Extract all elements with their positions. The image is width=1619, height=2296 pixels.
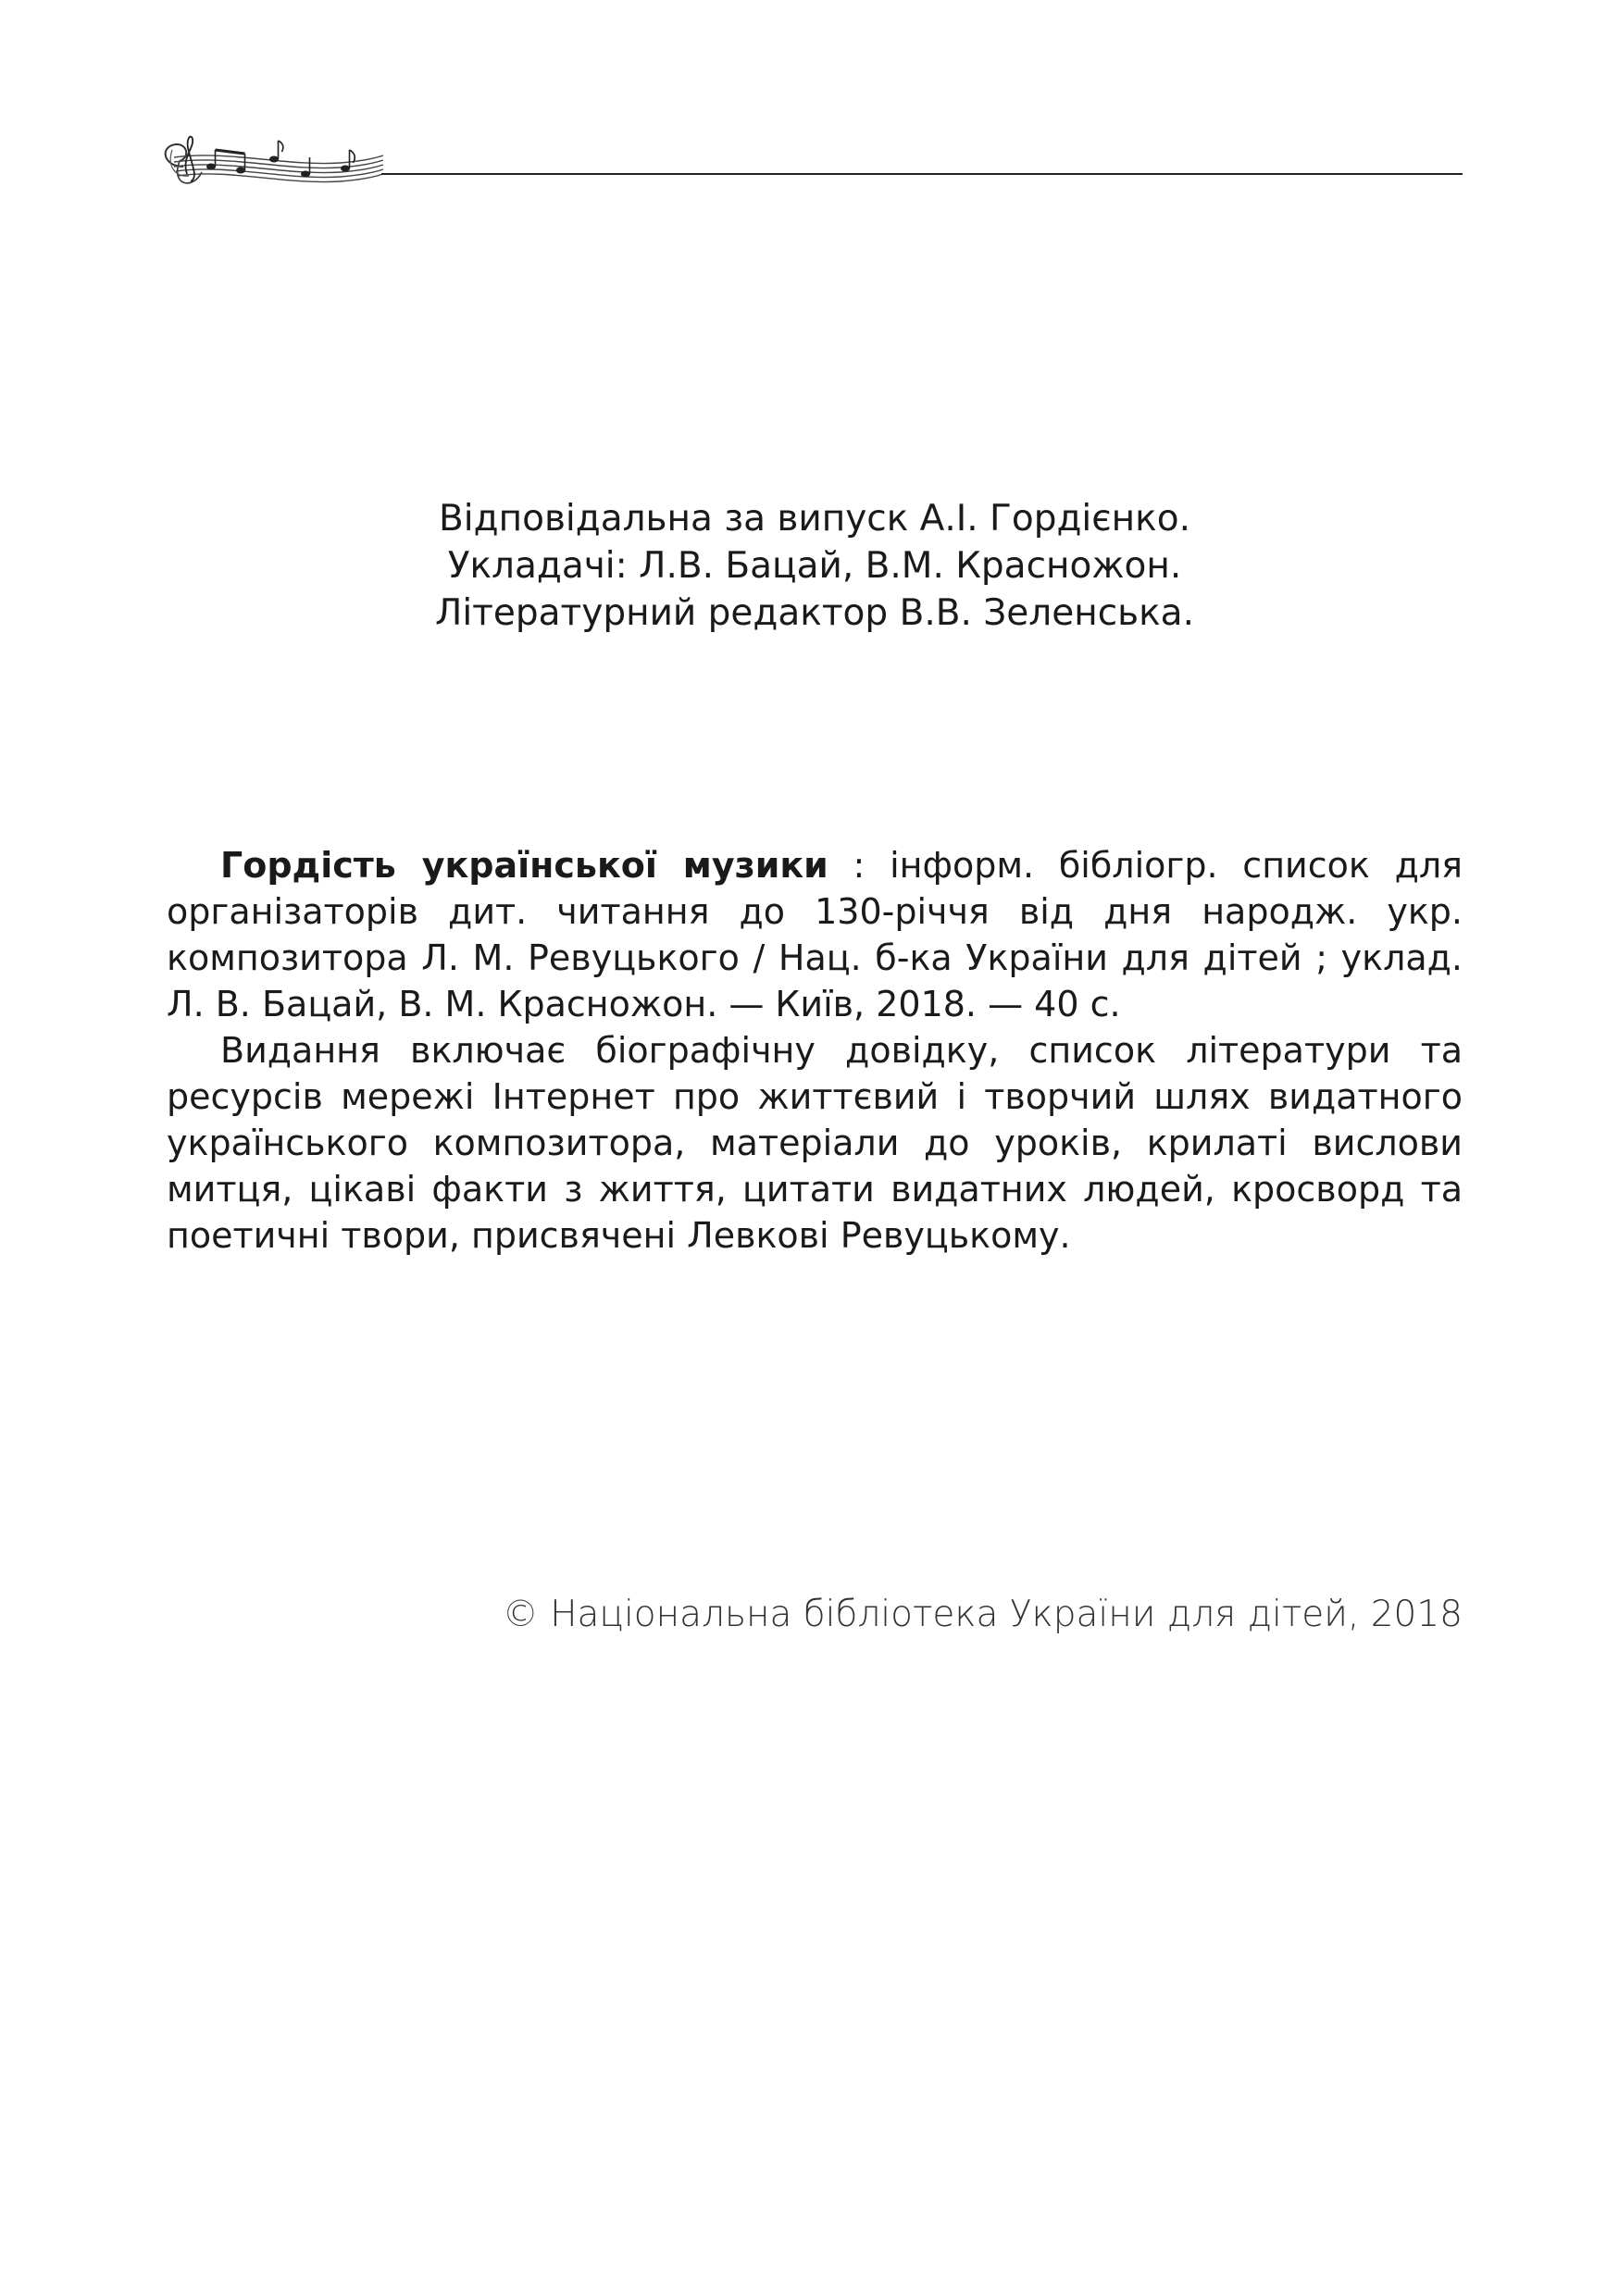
bibliographic-record [167, 842, 1463, 1027]
book-title: Гордість української музики [220, 845, 828, 886]
summary-paragraph: Видання включає біографічну довідку, список літератури та ресурсів мережі Інтернет про життєвий і творчий шлях видатного українського композитора, матеріали до уроків, крилаті вислови митця, цікаві факти з життя, цитати видатних людей, кросворд та поетичні твори, присвячені Левкові Ревуцькому. [167, 1030, 1463, 1256]
music-staff-notes-icon [156, 130, 387, 204]
header-divider [381, 173, 1463, 175]
literary-editor: Літературний редактор В.В. Зеленська. [435, 592, 1194, 634]
bibliographic-description: : інформ. бібліогр. список для організаторів дит. читання до 130-річчя від дня народж. укр. композитора Л. М. Ревуцького / Нац. б-ка України для дітей ; уклад. Л. В. Бацай, В. М. Красножон. — Київ, 2018. — 40 с. [167, 845, 1463, 1024]
credits-block [167, 495, 1463, 637]
annotation-block [167, 842, 1463, 1259]
compilers: Укладачі: Л.В. Бацай, В.М. Красножон. [447, 545, 1182, 587]
responsible-person: Відповідальна за випуск А.І. Гордієнко. [439, 498, 1190, 540]
copyright-notice: © Національна бібліотека України для дітей, 2018 [502, 1594, 1463, 1635]
